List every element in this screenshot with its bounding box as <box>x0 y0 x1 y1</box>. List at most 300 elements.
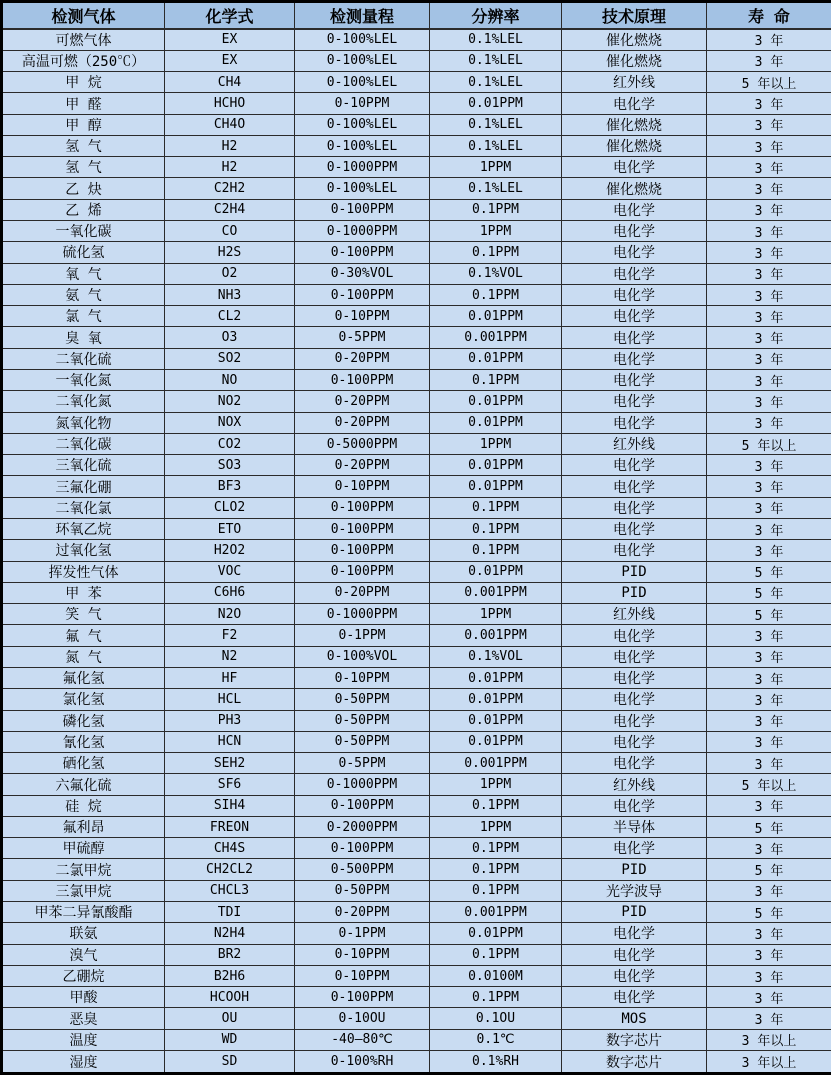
cell-life: 3 年以上 <box>707 1029 831 1050</box>
table-row <box>2 412 831 433</box>
cell-principle: 电化学 <box>562 157 707 178</box>
cell-range: 0-100%VOL <box>295 646 430 667</box>
cell-range: 0-100%RH <box>295 1051 430 1074</box>
cell-formula: NO <box>165 370 295 391</box>
cell-formula: FREON <box>165 816 295 837</box>
cell-resolution: 1PPM <box>430 157 562 178</box>
cell-gas: 二氧化碳 <box>2 433 165 454</box>
cell-life: 3 年 <box>707 348 831 369</box>
cell-formula: HF <box>165 667 295 688</box>
cell-gas: 氢 气 <box>2 135 165 156</box>
cell-gas: 三氟化硼 <box>2 476 165 497</box>
cell-gas: 甲 苯 <box>2 582 165 603</box>
cell-range: 0-20PPM <box>295 582 430 603</box>
header-row <box>2 2 831 29</box>
cell-range: 0-50PPM <box>295 710 430 731</box>
cell-life: 3 年 <box>707 114 831 135</box>
table-row <box>2 391 831 412</box>
cell-principle: 电化学 <box>562 965 707 986</box>
cell-resolution: 0.1%LEL <box>430 114 562 135</box>
cell-principle: PID <box>562 582 707 603</box>
cell-principle: 电化学 <box>562 455 707 476</box>
cell-resolution: 0.1PPM <box>430 859 562 880</box>
table-row <box>2 582 831 603</box>
table-row <box>2 242 831 263</box>
cell-resolution: 1PPM <box>430 433 562 454</box>
cell-life: 3 年 <box>707 370 831 391</box>
table-row <box>2 327 831 348</box>
cell-life: 3 年 <box>707 29 831 51</box>
cell-resolution: 0.1PPM <box>430 795 562 816</box>
cell-formula: CH4O <box>165 114 295 135</box>
cell-life: 5 年 <box>707 859 831 880</box>
cell-range: 0-2000PPM <box>295 816 430 837</box>
cell-principle: 数字芯片 <box>562 1029 707 1050</box>
cell-range: 0-10PPM <box>295 306 430 327</box>
cell-principle: 电化学 <box>562 731 707 752</box>
cell-formula: HCN <box>165 731 295 752</box>
cell-gas: 硅 烷 <box>2 795 165 816</box>
cell-resolution: 0.1%LEL <box>430 50 562 71</box>
cell-principle: 电化学 <box>562 306 707 327</box>
table-row <box>2 370 831 391</box>
cell-resolution: 0.1%LEL <box>430 29 562 51</box>
cell-gas: 乙 炔 <box>2 178 165 199</box>
cell-principle: 电化学 <box>562 412 707 433</box>
cell-gas: 硒化氢 <box>2 753 165 774</box>
cell-range: 0-10PPM <box>295 965 430 986</box>
cell-resolution: 0.001PPM <box>430 625 562 646</box>
cell-range: 0-100PPM <box>295 540 430 561</box>
cell-range: 0-100%LEL <box>295 135 430 156</box>
cell-resolution: 0.001PPM <box>430 753 562 774</box>
cell-range: 0-20PPM <box>295 412 430 433</box>
cell-formula: O2 <box>165 263 295 284</box>
cell-formula: HCL <box>165 689 295 710</box>
cell-formula: EX <box>165 29 295 51</box>
cell-principle: 电化学 <box>562 242 707 263</box>
cell-resolution: 0.1%LEL <box>430 72 562 93</box>
table-row <box>2 625 831 646</box>
cell-resolution: 0.1PPM <box>430 518 562 539</box>
cell-life: 3 年 <box>707 50 831 71</box>
cell-life: 3 年 <box>707 476 831 497</box>
cell-formula: N2H4 <box>165 923 295 944</box>
table-row <box>2 923 831 944</box>
cell-resolution: 0.1%VOL <box>430 263 562 284</box>
table-row <box>2 135 831 156</box>
cell-formula: C2H4 <box>165 199 295 220</box>
cell-gas: 甲苯二异氰酸酯 <box>2 902 165 923</box>
cell-resolution: 0.01PPM <box>430 476 562 497</box>
cell-formula: TDI <box>165 902 295 923</box>
cell-formula: ETO <box>165 518 295 539</box>
cell-formula: SF6 <box>165 774 295 795</box>
cell-principle: 电化学 <box>562 391 707 412</box>
cell-formula: BR2 <box>165 944 295 965</box>
cell-gas: 氟利昂 <box>2 816 165 837</box>
table-row <box>2 646 831 667</box>
table-row <box>2 1008 831 1029</box>
table-row <box>2 667 831 688</box>
table-row <box>2 72 831 93</box>
cell-formula: NO2 <box>165 391 295 412</box>
cell-principle: PID <box>562 561 707 582</box>
cell-range: 0-5000PPM <box>295 433 430 454</box>
table-body <box>2 29 831 1074</box>
cell-gas: 过氧化氢 <box>2 540 165 561</box>
table-row <box>2 284 831 305</box>
cell-formula: HCOOH <box>165 987 295 1008</box>
cell-range: 0-20PPM <box>295 902 430 923</box>
cell-life: 5 年 <box>707 902 831 923</box>
cell-formula: SO2 <box>165 348 295 369</box>
cell-formula: H2S <box>165 242 295 263</box>
table-row <box>2 902 831 923</box>
cell-life: 5 年以上 <box>707 72 831 93</box>
cell-life: 3 年 <box>707 455 831 476</box>
cell-principle: 电化学 <box>562 667 707 688</box>
cell-formula: C6H6 <box>165 582 295 603</box>
cell-range: 0-1000PPM <box>295 774 430 795</box>
table-row <box>2 306 831 327</box>
cell-range: 0-100PPM <box>295 838 430 859</box>
cell-principle: 电化学 <box>562 646 707 667</box>
cell-formula: CH2CL2 <box>165 859 295 880</box>
cell-range: 0-100PPM <box>295 518 430 539</box>
cell-formula: H2 <box>165 157 295 178</box>
cell-principle: 数字芯片 <box>562 1051 707 1074</box>
table-row <box>2 221 831 242</box>
cell-life: 3 年 <box>707 880 831 901</box>
cell-range: 0-5PPM <box>295 327 430 348</box>
col-header-range: 检测量程 <box>295 2 430 29</box>
cell-principle: 电化学 <box>562 370 707 391</box>
cell-life: 3 年 <box>707 199 831 220</box>
cell-gas: 二氯甲烷 <box>2 859 165 880</box>
cell-principle: 电化学 <box>562 689 707 710</box>
cell-resolution: 0.01PPM <box>430 561 562 582</box>
cell-range: 0-100%LEL <box>295 178 430 199</box>
cell-range: 0-20PPM <box>295 391 430 412</box>
cell-resolution: 0.01PPM <box>430 689 562 710</box>
table-row <box>2 731 831 752</box>
cell-resolution: 0.01PPM <box>430 412 562 433</box>
cell-principle: 电化学 <box>562 518 707 539</box>
cell-formula: HCHO <box>165 93 295 114</box>
cell-principle: 半导体 <box>562 816 707 837</box>
table-row <box>2 178 831 199</box>
cell-range: -40—80℃ <box>295 1029 430 1050</box>
cell-range: 0-1PPM <box>295 625 430 646</box>
cell-gas: 恶臭 <box>2 1008 165 1029</box>
cell-life: 3 年 <box>707 135 831 156</box>
cell-range: 0-50PPM <box>295 731 430 752</box>
cell-formula: CO2 <box>165 433 295 454</box>
cell-resolution: 0.01PPM <box>430 93 562 114</box>
cell-formula: CO <box>165 221 295 242</box>
cell-range: 0-10PPM <box>295 944 430 965</box>
cell-principle: PID <box>562 859 707 880</box>
cell-resolution: 0.01PPM <box>430 731 562 752</box>
table-row <box>2 1029 831 1050</box>
cell-resolution: 1PPM <box>430 221 562 242</box>
cell-range: 0-100PPM <box>295 284 430 305</box>
cell-range: 0-100PPM <box>295 987 430 1008</box>
cell-formula: SO3 <box>165 455 295 476</box>
cell-gas: 甲 烷 <box>2 72 165 93</box>
cell-life: 3 年 <box>707 284 831 305</box>
cell-life: 3 年 <box>707 731 831 752</box>
cell-life: 3 年以上 <box>707 1051 831 1074</box>
cell-range: 0-1000PPM <box>295 604 430 625</box>
cell-range: 0-100PPM <box>295 370 430 391</box>
table-row <box>2 774 831 795</box>
cell-principle: 催化燃烧 <box>562 178 707 199</box>
cell-life: 3 年 <box>707 987 831 1008</box>
cell-life: 3 年 <box>707 838 831 859</box>
table-row <box>2 987 831 1008</box>
cell-principle: 电化学 <box>562 221 707 242</box>
table-row <box>2 816 831 837</box>
table-row <box>2 604 831 625</box>
cell-principle: 红外线 <box>562 604 707 625</box>
table-header <box>2 2 831 29</box>
table-row <box>2 93 831 114</box>
cell-resolution: 0.1PPM <box>430 284 562 305</box>
cell-resolution: 0.01PPM <box>430 667 562 688</box>
cell-range: 0-100PPM <box>295 497 430 518</box>
cell-formula: CLO2 <box>165 497 295 518</box>
table-row <box>2 433 831 454</box>
cell-gas: 氟 气 <box>2 625 165 646</box>
cell-gas: 二氧化硫 <box>2 348 165 369</box>
cell-formula: H2 <box>165 135 295 156</box>
cell-formula: BF3 <box>165 476 295 497</box>
cell-principle: 催化燃烧 <box>562 29 707 51</box>
cell-formula: C2H2 <box>165 178 295 199</box>
cell-range: 0-20PPM <box>295 348 430 369</box>
cell-range: 0-1000PPM <box>295 221 430 242</box>
cell-life: 3 年 <box>707 178 831 199</box>
cell-gas: 一氧化氮 <box>2 370 165 391</box>
cell-principle: 红外线 <box>562 433 707 454</box>
cell-resolution: 0.1%VOL <box>430 646 562 667</box>
cell-resolution: 0.1PPM <box>430 497 562 518</box>
cell-life: 3 年 <box>707 391 831 412</box>
cell-gas: 湿度 <box>2 1051 165 1074</box>
cell-gas: 甲酸 <box>2 987 165 1008</box>
cell-gas: 联氨 <box>2 923 165 944</box>
cell-formula: CHCL3 <box>165 880 295 901</box>
cell-resolution: 0.1%LEL <box>430 178 562 199</box>
cell-formula: N2O <box>165 604 295 625</box>
cell-gas: 三氯甲烷 <box>2 880 165 901</box>
cell-life: 3 年 <box>707 944 831 965</box>
cell-range: 0-100PPM <box>295 561 430 582</box>
cell-gas: 氯 气 <box>2 306 165 327</box>
cell-life: 3 年 <box>707 306 831 327</box>
table-row <box>2 540 831 561</box>
table-row <box>2 710 831 731</box>
cell-life: 3 年 <box>707 242 831 263</box>
cell-gas: 甲硫醇 <box>2 838 165 859</box>
cell-life: 3 年 <box>707 646 831 667</box>
table-row <box>2 965 831 986</box>
cell-gas: 一氧化碳 <box>2 221 165 242</box>
cell-principle: 红外线 <box>562 72 707 93</box>
cell-formula: SD <box>165 1051 295 1074</box>
cell-principle: 催化燃烧 <box>562 114 707 135</box>
table-row <box>2 518 831 539</box>
cell-formula: WD <box>165 1029 295 1050</box>
cell-resolution: 0.001PPM <box>430 902 562 923</box>
table-row <box>2 859 831 880</box>
cell-formula: F2 <box>165 625 295 646</box>
cell-resolution: 0.1℃ <box>430 1029 562 1050</box>
table-row <box>2 753 831 774</box>
cell-principle: 电化学 <box>562 795 707 816</box>
cell-resolution: 0.0100M <box>430 965 562 986</box>
cell-formula: CH4 <box>165 72 295 93</box>
cell-range: 0-100PPM <box>295 199 430 220</box>
table-row <box>2 689 831 710</box>
cell-life: 5 年 <box>707 816 831 837</box>
cell-gas: 氢 气 <box>2 157 165 178</box>
cell-resolution: 0.001PPM <box>430 582 562 603</box>
table-row <box>2 476 831 497</box>
cell-resolution: 0.001PPM <box>430 327 562 348</box>
cell-life: 3 年 <box>707 412 831 433</box>
table-row <box>2 263 831 284</box>
cell-life: 3 年 <box>707 625 831 646</box>
cell-range: 0-100%LEL <box>295 114 430 135</box>
table-row <box>2 50 831 71</box>
cell-gas: 氮氧化物 <box>2 412 165 433</box>
cell-principle: 电化学 <box>562 263 707 284</box>
table-row <box>2 561 831 582</box>
cell-life: 3 年 <box>707 327 831 348</box>
table-row <box>2 838 831 859</box>
cell-gas: 甲 醇 <box>2 114 165 135</box>
cell-range: 0-5PPM <box>295 753 430 774</box>
cell-resolution: 0.01PPM <box>430 348 562 369</box>
cell-life: 3 年 <box>707 753 831 774</box>
cell-life: 3 年 <box>707 689 831 710</box>
cell-range: 0-1000PPM <box>295 157 430 178</box>
cell-life: 3 年 <box>707 667 831 688</box>
cell-gas: 氯化氢 <box>2 689 165 710</box>
cell-range: 0-30%VOL <box>295 263 430 284</box>
table-row <box>2 1051 831 1074</box>
cell-formula: O3 <box>165 327 295 348</box>
cell-range: 0-100%LEL <box>295 29 430 51</box>
cell-life: 3 年 <box>707 540 831 561</box>
cell-gas: 温度 <box>2 1029 165 1050</box>
cell-principle: 红外线 <box>562 774 707 795</box>
cell-range: 0-100PPM <box>295 795 430 816</box>
cell-range: 0-100PPM <box>295 242 430 263</box>
table-row <box>2 199 831 220</box>
cell-resolution: 0.1PPM <box>430 199 562 220</box>
cell-principle: 电化学 <box>562 476 707 497</box>
cell-resolution: 1PPM <box>430 816 562 837</box>
cell-principle: PID <box>562 902 707 923</box>
table-row <box>2 795 831 816</box>
cell-resolution: 0.01PPM <box>430 391 562 412</box>
cell-formula: NOX <box>165 412 295 433</box>
table-row <box>2 348 831 369</box>
cell-resolution: 0.1PPM <box>430 987 562 1008</box>
cell-principle: 电化学 <box>562 753 707 774</box>
cell-gas: 乙 烯 <box>2 199 165 220</box>
cell-resolution: 0.01PPM <box>430 455 562 476</box>
table-row <box>2 157 831 178</box>
cell-gas: 磷化氢 <box>2 710 165 731</box>
cell-life: 3 年 <box>707 93 831 114</box>
cell-range: 0-20PPM <box>295 455 430 476</box>
cell-gas: 氮 气 <box>2 646 165 667</box>
cell-gas: 氰化氢 <box>2 731 165 752</box>
cell-gas: 三氧化硫 <box>2 455 165 476</box>
cell-formula: SEH2 <box>165 753 295 774</box>
cell-formula: VOC <box>165 561 295 582</box>
table-row <box>2 29 831 51</box>
cell-range: 0-100%LEL <box>295 50 430 71</box>
cell-range: 0-10PPM <box>295 667 430 688</box>
cell-formula: NH3 <box>165 284 295 305</box>
cell-formula: PH3 <box>165 710 295 731</box>
cell-gas: 甲 醛 <box>2 93 165 114</box>
cell-gas: 氟化氢 <box>2 667 165 688</box>
table-row <box>2 944 831 965</box>
cell-life: 3 年 <box>707 795 831 816</box>
cell-range: 0-100%LEL <box>295 72 430 93</box>
table-row <box>2 880 831 901</box>
cell-range: 0-10OU <box>295 1008 430 1029</box>
col-header-resolution: 分辨率 <box>430 2 562 29</box>
cell-gas: 可燃气体 <box>2 29 165 51</box>
cell-resolution: 1PPM <box>430 604 562 625</box>
cell-range: 0-50PPM <box>295 880 430 901</box>
cell-gas: 六氟化硫 <box>2 774 165 795</box>
col-header-gas: 检测气体 <box>2 2 165 29</box>
cell-resolution: 0.1PPM <box>430 944 562 965</box>
cell-principle: 催化燃烧 <box>562 135 707 156</box>
cell-principle: 电化学 <box>562 327 707 348</box>
cell-formula: N2 <box>165 646 295 667</box>
cell-principle: 光学波导 <box>562 880 707 901</box>
cell-principle: 电化学 <box>562 838 707 859</box>
table-row <box>2 455 831 476</box>
cell-life: 3 年 <box>707 263 831 284</box>
cell-formula: CL2 <box>165 306 295 327</box>
cell-gas: 臭 氧 <box>2 327 165 348</box>
col-header-principle: 技术原理 <box>562 2 707 29</box>
cell-gas: 环氧乙烷 <box>2 518 165 539</box>
cell-formula: B2H6 <box>165 965 295 986</box>
cell-life: 3 年 <box>707 221 831 242</box>
cell-life: 5 年以上 <box>707 774 831 795</box>
cell-formula: H2O2 <box>165 540 295 561</box>
col-header-life: 寿 命 <box>707 2 831 29</box>
cell-life: 3 年 <box>707 1008 831 1029</box>
cell-principle: 电化学 <box>562 497 707 518</box>
cell-gas: 二氧化氮 <box>2 391 165 412</box>
cell-formula: EX <box>165 50 295 71</box>
cell-range: 0-10PPM <box>295 476 430 497</box>
cell-life: 3 年 <box>707 518 831 539</box>
